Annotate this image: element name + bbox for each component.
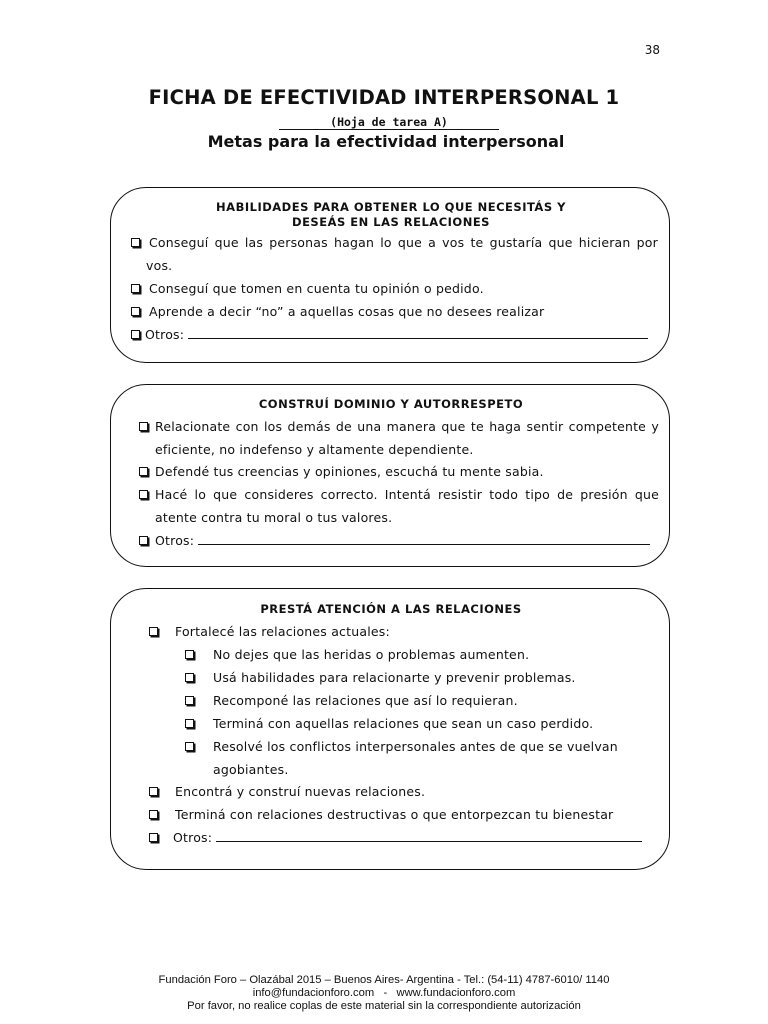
checkbox[interactable]: [131, 284, 140, 293]
others-label: Otros:: [145, 327, 185, 342]
checkbox[interactable]: [139, 490, 148, 499]
skills-box: [110, 187, 670, 363]
checkbox[interactable]: [131, 330, 140, 339]
list-item: vos.: [146, 258, 173, 273]
list-item: [155, 529, 650, 552]
box-heading: CONSTRUÍ DOMINIO Y AUTORRESPETO: [258, 397, 524, 411]
sub-item: No dejes que las heridas o problemas aumenten.: [213, 647, 530, 662]
sub-item: Recomponé las relaciones que así lo requieran.: [213, 693, 518, 708]
footer-notice: Por favor, no realice coplas de este material sin la correspondiente autorización: [187, 1000, 581, 1012]
box-heading-line: HABILIDADES PARA OBTENER LO QUE NECESITÁS Y: [216, 200, 566, 214]
box-heading: [111, 200, 671, 229]
self-respect-box: [110, 384, 670, 567]
checkbox[interactable]: [185, 719, 194, 728]
checkbox[interactable]: [149, 833, 158, 842]
checkbox[interactable]: [149, 810, 158, 819]
checkbox[interactable]: [149, 787, 158, 796]
list-item: Conseguí que tomen en cuenta tu opinión o pedido.: [149, 281, 484, 296]
footer: [0, 974, 768, 1013]
page-number: 38: [644, 43, 660, 57]
sub-item: Usá habilidades para relacionarte y prevenir problemas.: [213, 670, 576, 685]
checkbox[interactable]: [149, 627, 158, 636]
list-item: Aprende a decir “no” a aquellas cosas que no desees realizar: [149, 304, 545, 319]
list-item: Defendé tus creencias y opiniones, escuchá tu mente sabia.: [155, 464, 544, 479]
list-item: Hacé lo que consideres correcto. Intentá resistir todo tipo de presión que: [155, 487, 659, 502]
checkbox[interactable]: [131, 307, 140, 316]
box-heading: PRESTÁ ATENCIÓN A LAS RELACIONES: [260, 602, 522, 616]
others-label: Otros:: [173, 830, 213, 845]
subtitle-underline: [279, 111, 499, 130]
list-item: Terminá con relaciones destructivas o que entorpezcan tu bienestar: [175, 807, 614, 822]
others-answer-line[interactable]: [188, 329, 648, 339]
list-item: Relacionate con los demás de una manera que te haga sentir competente y: [155, 419, 659, 434]
list-item: atente contra tu moral o tus valores.: [155, 510, 393, 525]
checkbox[interactable]: [139, 536, 148, 545]
footer-contact: info@fundacionforo.com - www.fundacionforo.com: [252, 987, 516, 999]
list-item: [145, 323, 648, 346]
checkbox[interactable]: [131, 238, 140, 247]
relationships-box: [110, 588, 670, 870]
checkbox[interactable]: [139, 422, 148, 431]
sub-item: agobiantes.: [213, 762, 289, 777]
footer-address: Fundación Foro – Olazábal 2015 – Buenos Aires- Argentina - Tel.: (54-11) 4787-6010/ 1140: [158, 974, 610, 986]
subtitle: (Hoja de tarea A): [330, 115, 448, 129]
section-title: Metas para la efectividad interpersonal: [207, 132, 565, 151]
checkbox[interactable]: [185, 742, 194, 751]
checkbox[interactable]: [185, 650, 194, 659]
others-answer-line[interactable]: [216, 832, 642, 842]
page-title: FICHA DE EFECTIVIDAD INTERPERSONAL 1: [148, 86, 620, 109]
sub-item: Resolvé los conflictos interpersonales antes de que se vuelvan: [213, 739, 618, 754]
list-item: Conseguí que las personas hagan lo que a vos te gustaría que hicieran por: [149, 235, 658, 250]
others-label: Otros:: [155, 533, 195, 548]
list-item: [173, 826, 642, 849]
list-item: eficiente, no indefenso y altamente dependiente.: [155, 442, 474, 457]
others-answer-line[interactable]: [198, 535, 650, 545]
checkbox[interactable]: [139, 467, 148, 476]
checkbox[interactable]: [185, 673, 194, 682]
sub-item: Terminá con aquellas relaciones que sean un caso perdido.: [213, 716, 594, 731]
box-heading-line: DESEÁS EN LAS RELACIONES: [292, 214, 490, 229]
checkbox[interactable]: [185, 696, 194, 705]
list-item: Encontrá y construí nuevas relaciones.: [175, 784, 426, 799]
list-item: Fortalecé las relaciones actuales:: [175, 624, 390, 639]
